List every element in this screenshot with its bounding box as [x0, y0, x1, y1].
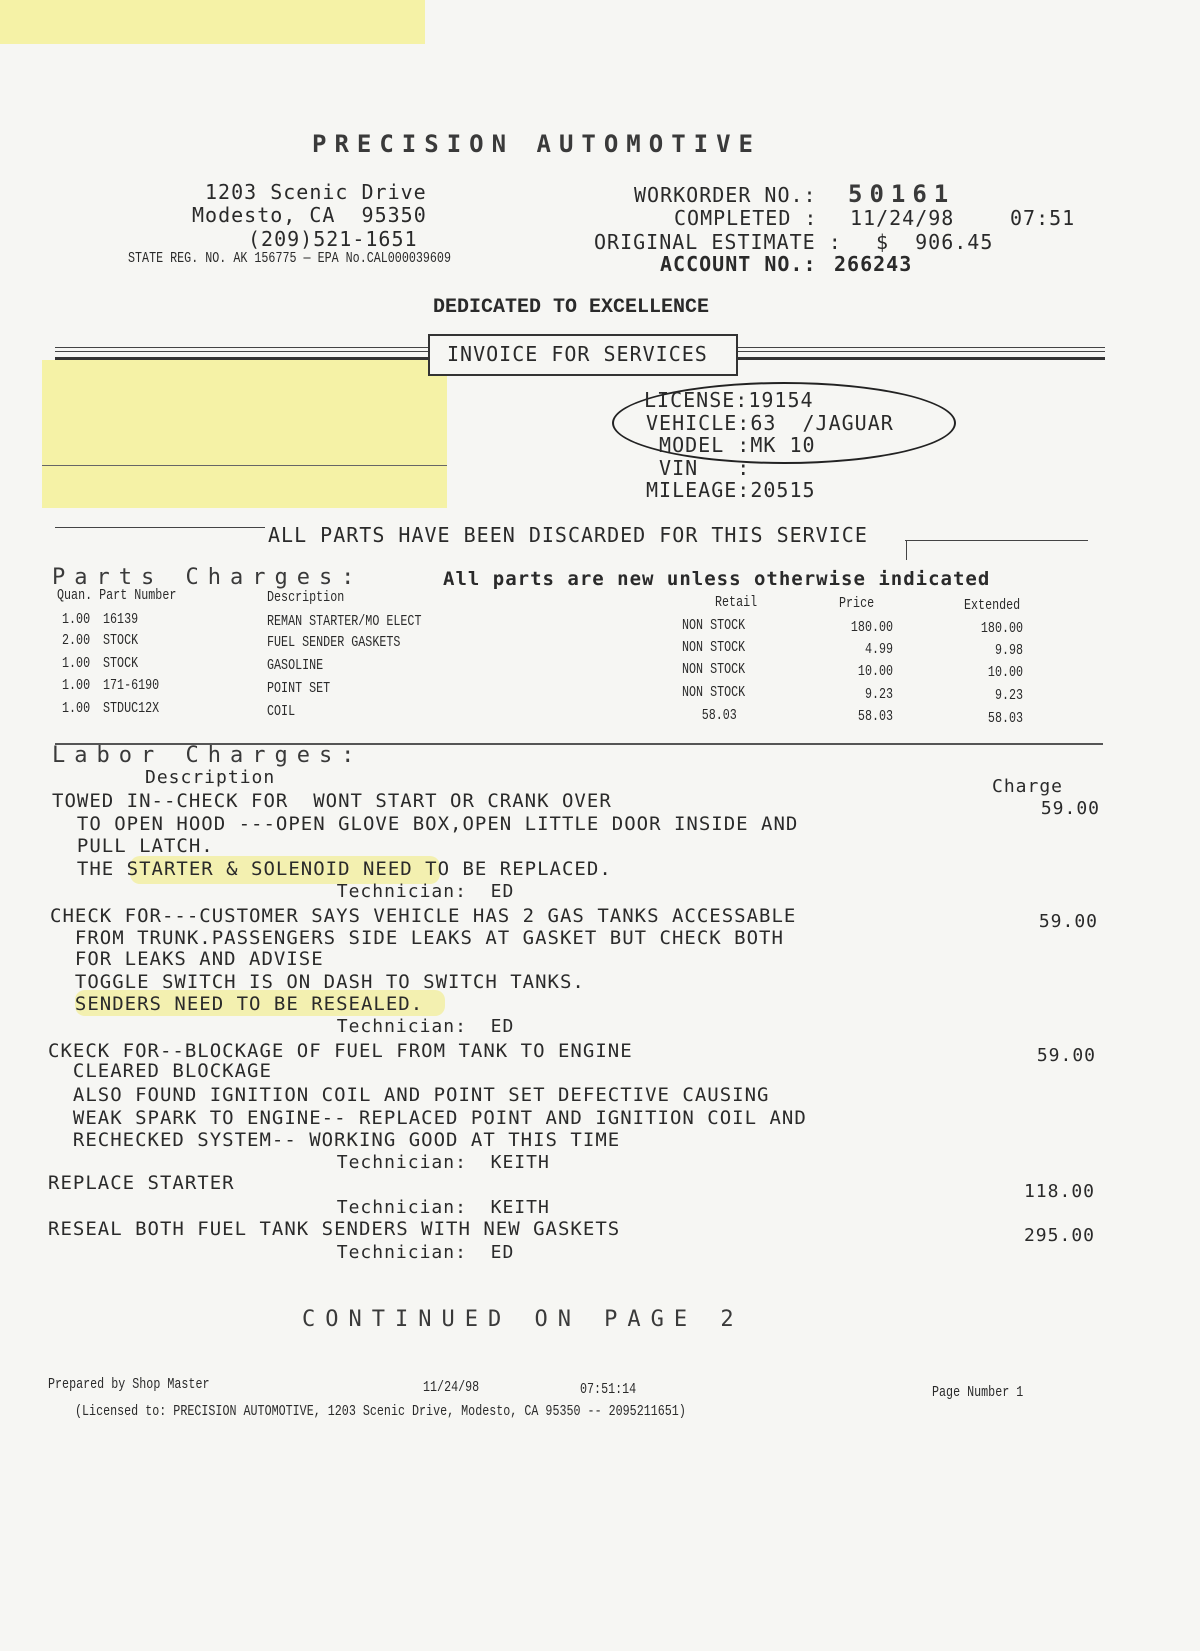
labor-line: REPLACE STARTER — [48, 1172, 235, 1194]
invoice-title: INVOICE FOR SERVICES — [447, 342, 708, 366]
technician-line: Technician: ED — [100, 1016, 515, 1037]
completed-date: 11/24/98 — [850, 206, 955, 230]
part-desc: GASOLINE — [267, 657, 324, 674]
redaction-crease — [42, 465, 447, 466]
labor-line: THE STARTER & SOLENOID NEED TO BE REPLACED. — [52, 858, 612, 880]
labor-line: CLEARED BLOCKAGE — [48, 1060, 272, 1082]
part-price: 9.23 — [864, 686, 894, 703]
labor-line: TOGGLE SWITCH IS ON DASH TO SWITCH TANKS. — [50, 971, 585, 993]
part-qty: 1.00 — [62, 611, 91, 628]
parts-col-quan: Quan. Part Number — [57, 587, 177, 604]
labor-charge: 59.00 — [1038, 911, 1098, 932]
part-qty: 1.00 — [62, 677, 91, 694]
part-extended: 58.03 — [987, 710, 1024, 727]
labor-line: FROM TRUNK.PASSENGERS SIDE LEAKS AT GASKET BUT CHECK BOTH — [50, 927, 784, 949]
part-number: STDUC12X — [103, 700, 160, 717]
labor-line: CHECK FOR---CUSTOMER SAYS VEHICLE HAS 2 GAS TANKS ACCESSABLE — [50, 905, 797, 927]
continued-notice: CONTINUED ON PAGE 2 — [302, 1307, 744, 1332]
workorder-label: WORKORDER NO.: — [634, 183, 817, 207]
labor-line: CKECK FOR--BLOCKAGE OF FUEL FROM TANK TO ENGINE — [48, 1040, 633, 1062]
account-label: ACCOUNT NO.: — [660, 252, 817, 276]
sticky-note-top — [0, 0, 425, 44]
labor-charge: 59.00 — [1040, 798, 1100, 819]
company-phone: (209)521-1651 — [248, 227, 418, 251]
vehicle-model: MODEL :MK 10 — [646, 433, 816, 457]
sticky-note-redaction — [42, 360, 447, 508]
part-number: STOCK — [103, 655, 139, 672]
part-desc: POINT SET — [267, 680, 331, 697]
footer-page-number: Page Number 1 — [932, 1384, 1024, 1401]
vehicle-mileage: MILEAGE:20515 — [646, 478, 816, 502]
slogan: DEDICATED TO EXCELLENCE — [433, 296, 710, 319]
technician-line: Technician: KEITH — [100, 1197, 550, 1218]
completed-time: 07:51 — [1010, 206, 1076, 230]
company-street: 1203 Scenic Drive — [205, 180, 427, 204]
vehicle-make: VEHICLE:63 /JAGUAR — [646, 411, 894, 435]
vehicle-vin: VIN : — [646, 456, 751, 480]
labor-col-charge: Charge — [992, 776, 1064, 797]
part-price: 4.99 — [864, 641, 894, 658]
part-price: 10.00 — [857, 663, 894, 680]
workorder-number: 50161 — [848, 180, 956, 208]
estimate-label: ORIGINAL ESTIMATE : — [594, 230, 842, 254]
labor-col-desc: Description — [145, 767, 276, 788]
part-number: 171-6190 — [103, 677, 160, 694]
labor-charge: 118.00 — [1023, 1181, 1095, 1202]
labor-line: RECHECKED SYSTEM-- WORKING GOOD AT THIS TIME — [48, 1129, 621, 1151]
parts-col-desc: Description — [267, 589, 345, 606]
discard-notice: ALL PARTS HAVE BEEN DISCARDED FOR THIS SERVICE — [268, 523, 868, 547]
labor-line: TO OPEN HOOD ---OPEN GLOVE BOX,OPEN LITTLE DOOR INSIDE AND — [52, 813, 799, 835]
part-qty: 2.00 — [62, 632, 91, 649]
part-price: 58.03 — [857, 708, 894, 725]
labor-line: TOWED IN--CHECK FOR WONT START OR CRANK OVER — [52, 790, 612, 812]
estimate-value: $ 906.45 — [876, 230, 994, 254]
parts-note: All parts are new unless otherwise indicated — [443, 568, 991, 590]
labor-line: SENDERS NEED TO BE RESEALED. — [50, 993, 424, 1015]
parts-col-retail: Retail — [715, 594, 758, 611]
labor-charge: 59.00 — [1036, 1045, 1096, 1066]
company-city: Modesto, CA 95350 — [192, 203, 427, 227]
vehicle-license: LICENSE:19154 — [644, 388, 814, 412]
part-desc: COIL — [267, 703, 296, 720]
technician-line: Technician: KEITH — [100, 1152, 550, 1173]
footer-license: (Licensed to: PRECISION AUTOMOTIVE, 1203 Scenic Drive, Modesto, CA 95350 -- 2095211651) — [75, 1403, 686, 1420]
labor-line: RESEAL BOTH FUEL TANK SENDERS WITH NEW GASKETS — [48, 1218, 621, 1240]
part-retail: NON STOCK — [682, 661, 746, 678]
part-desc: FUEL SENDER GASKETS — [267, 634, 401, 651]
part-desc: REMAN STARTER/MO ELECT — [267, 613, 422, 630]
footer-prepared: Prepared by Shop Master — [48, 1376, 210, 1393]
labor-line: FOR LEAKS AND ADVISE — [50, 948, 324, 970]
part-extended: 180.00 — [980, 620, 1024, 637]
part-retail: NON STOCK — [682, 684, 746, 701]
part-qty: 1.00 — [62, 655, 91, 672]
company-registration: STATE REG. NO. AK 156775 — EPA No.CAL000039609 — [128, 250, 451, 267]
footer-time: 07:51:14 — [580, 1381, 637, 1398]
labor-line: WEAK SPARK TO ENGINE-- REPLACED POINT AND IGNITION COIL AND — [48, 1107, 807, 1129]
part-number: 16139 — [103, 611, 139, 628]
part-extended: 9.98 — [994, 642, 1024, 659]
parts-heading: Parts Charges: — [52, 565, 364, 590]
part-extended: 9.23 — [994, 687, 1024, 704]
part-qty: 1.00 — [62, 700, 91, 717]
completed-label: COMPLETED : — [674, 206, 818, 230]
company-name: PRECISION AUTOMOTIVE — [312, 130, 761, 158]
labor-charge: 295.00 — [1023, 1225, 1095, 1246]
part-retail: 58.03 — [701, 707, 737, 724]
parts-col-extended: Extended — [964, 597, 1021, 614]
footer-date: 11/24/98 — [423, 1379, 480, 1396]
part-extended: 10.00 — [987, 664, 1024, 681]
part-retail: NON STOCK — [682, 617, 746, 634]
part-price: 180.00 — [850, 619, 894, 636]
technician-line: Technician: ED — [100, 881, 515, 902]
technician-line: Technician: ED — [100, 1242, 515, 1263]
labor-heading: Labor Charges: — [52, 743, 364, 768]
part-number: STOCK — [103, 632, 139, 649]
labor-line: PULL LATCH. — [52, 835, 214, 857]
part-retail: NON STOCK — [682, 639, 746, 656]
parts-col-price: Price — [839, 595, 875, 612]
account-value: 266243 — [834, 252, 913, 276]
labor-line: ALSO FOUND IGNITION COIL AND POINT SET DEFECTIVE CAUSING — [48, 1084, 770, 1106]
